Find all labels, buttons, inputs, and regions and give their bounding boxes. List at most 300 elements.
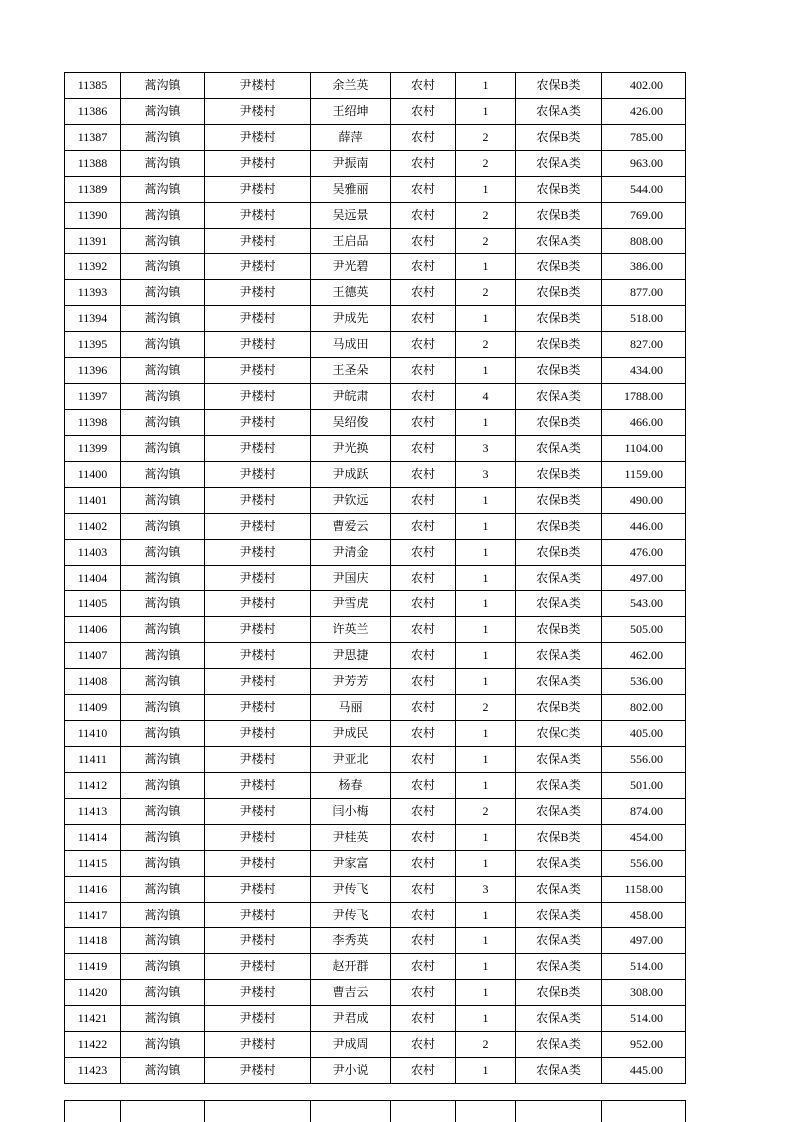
cell-amount: 466.00 (602, 409, 686, 435)
cell-town: 蒿沟镇 (121, 1058, 205, 1084)
cell-serial: 11413 (65, 798, 121, 824)
cell-person-name: 曹吉云 (311, 980, 391, 1006)
cell-person-name: 余兰英 (311, 73, 391, 99)
cell-insurance-type: 农保A类 (516, 1006, 602, 1032)
cell-person-name: 赵开群 (311, 954, 391, 980)
cell-category: 农村 (391, 643, 456, 669)
cell-village: 尹楼村 (205, 591, 311, 617)
cell-amount: 536.00 (602, 669, 686, 695)
cell-serial: 11397 (65, 384, 121, 410)
cell-town: 蒿沟镇 (121, 409, 205, 435)
cell-category: 农村 (391, 1058, 456, 1084)
cell-amount: 490.00 (602, 487, 686, 513)
cell-person-count: 1 (456, 669, 516, 695)
cell-village: 尹楼村 (205, 280, 311, 306)
cell-village: 尹楼村 (205, 487, 311, 513)
cell-village: 尹楼村 (205, 617, 311, 643)
cell-person-name: 尹成民 (311, 721, 391, 747)
cell-person-name: 薛萍 (311, 124, 391, 150)
cell-serial: 11416 (65, 876, 121, 902)
cell-person-count: 2 (456, 202, 516, 228)
table-row (65, 798, 686, 824)
cell-town: 蒿沟镇 (121, 798, 205, 824)
cell-category: 农村 (391, 565, 456, 591)
cell-insurance-type: 农保A类 (516, 150, 602, 176)
cell-amount: 308.00 (602, 980, 686, 1006)
cell-insurance-type: 农保A类 (516, 876, 602, 902)
cell-serial: 11390 (65, 202, 121, 228)
cell-village: 尹楼村 (205, 124, 311, 150)
cell-serial: 11389 (65, 176, 121, 202)
cell-town: 蒿沟镇 (121, 1006, 205, 1032)
cell-person-count: 1 (456, 591, 516, 617)
cell-town: 蒿沟镇 (121, 513, 205, 539)
cell-serial: 11412 (65, 772, 121, 798)
cell-serial: 11410 (65, 721, 121, 747)
cell-person-count: 1 (456, 306, 516, 332)
cell-village: 尹楼村 (205, 150, 311, 176)
cell-serial: 11400 (65, 461, 121, 487)
cell-serial: 11415 (65, 850, 121, 876)
cell-person-count: 2 (456, 695, 516, 721)
cell-serial: 11419 (65, 954, 121, 980)
cell-town: 蒿沟镇 (121, 539, 205, 565)
cell-person-count: 2 (456, 332, 516, 358)
cell-category: 农村 (391, 513, 456, 539)
cell-amount: 963.00 (602, 150, 686, 176)
cell-category (391, 1101, 456, 1122)
cell-amount: 402.00 (602, 73, 686, 99)
cell-category: 农村 (391, 591, 456, 617)
cell-person-name: 尹桂英 (311, 824, 391, 850)
cell-village: 尹楼村 (205, 228, 311, 254)
cell-person-count: 3 (456, 876, 516, 902)
table-row (65, 150, 686, 176)
cell-village: 尹楼村 (205, 721, 311, 747)
table-row (65, 643, 686, 669)
cell-category: 农村 (391, 902, 456, 928)
cell-person-name: 马成田 (311, 332, 391, 358)
cell-category: 农村 (391, 124, 456, 150)
cell-amount: 476.00 (602, 539, 686, 565)
cell-person-name: 王圣朵 (311, 358, 391, 384)
cell-category: 农村 (391, 1006, 456, 1032)
cell-person-count: 1 (456, 850, 516, 876)
cell-serial: 11406 (65, 617, 121, 643)
cell-category: 农村 (391, 332, 456, 358)
cell-village: 尹楼村 (205, 695, 311, 721)
table-row (65, 228, 686, 254)
cell-serial: 11392 (65, 254, 121, 280)
cell-insurance-type: 农保C类 (516, 721, 602, 747)
cell-village: 尹楼村 (205, 798, 311, 824)
cell-person-count (456, 1101, 516, 1122)
cell-amount: 1159.00 (602, 461, 686, 487)
table-row (65, 746, 686, 772)
cell-serial (65, 1101, 121, 1122)
cell-town: 蒿沟镇 (121, 772, 205, 798)
cell-category: 农村 (391, 435, 456, 461)
cell-category: 农村 (391, 409, 456, 435)
cell-serial: 11385 (65, 73, 121, 99)
cell-person-name: 尹思捷 (311, 643, 391, 669)
cell-amount: 497.00 (602, 928, 686, 954)
cell-person-count: 1 (456, 409, 516, 435)
cell-person-count: 1 (456, 254, 516, 280)
cell-amount: 769.00 (602, 202, 686, 228)
cell-amount: 556.00 (602, 850, 686, 876)
cell-serial: 11399 (65, 435, 121, 461)
cell-village: 尹楼村 (205, 876, 311, 902)
cell-category: 农村 (391, 1032, 456, 1058)
cell-insurance-type: 农保B类 (516, 980, 602, 1006)
cell-serial: 11401 (65, 487, 121, 513)
cell-town: 蒿沟镇 (121, 306, 205, 332)
cell-person-count: 1 (456, 358, 516, 384)
cell-person-count: 2 (456, 280, 516, 306)
cell-village: 尹楼村 (205, 1032, 311, 1058)
table-row (65, 928, 686, 954)
table-row (65, 1101, 686, 1122)
cell-serial: 11387 (65, 124, 121, 150)
cell-insurance-type: 农保A类 (516, 1032, 602, 1058)
cell-serial: 11418 (65, 928, 121, 954)
table-row (65, 461, 686, 487)
cell-person-count: 1 (456, 1058, 516, 1084)
cell-insurance-type (516, 1101, 602, 1122)
cell-village: 尹楼村 (205, 176, 311, 202)
cell-person-name: 尹雪虎 (311, 591, 391, 617)
cell-serial: 11398 (65, 409, 121, 435)
cell-category: 农村 (391, 384, 456, 410)
cell-town: 蒿沟镇 (121, 902, 205, 928)
cell-person-name: 杨春 (311, 772, 391, 798)
cell-serial: 11414 (65, 824, 121, 850)
table-row (65, 902, 686, 928)
cell-person-name: 尹君成 (311, 1006, 391, 1032)
cell-village: 尹楼村 (205, 73, 311, 99)
cell-amount: 386.00 (602, 254, 686, 280)
cell-amount: 501.00 (602, 772, 686, 798)
cell-village: 尹楼村 (205, 643, 311, 669)
cell-insurance-type: 农保A类 (516, 591, 602, 617)
cell-amount: 454.00 (602, 824, 686, 850)
cell-town: 蒿沟镇 (121, 565, 205, 591)
table-row (65, 565, 686, 591)
cell-serial: 11402 (65, 513, 121, 539)
table-row (65, 98, 686, 124)
cell-village: 尹楼村 (205, 384, 311, 410)
cell-amount: 462.00 (602, 643, 686, 669)
table-row (65, 772, 686, 798)
cell-category: 农村 (391, 202, 456, 228)
cell-person-name: 尹光碧 (311, 254, 391, 280)
cell-insurance-type: 农保B类 (516, 358, 602, 384)
table-row (65, 280, 686, 306)
cell-town: 蒿沟镇 (121, 487, 205, 513)
table-row (65, 876, 686, 902)
table-row (65, 124, 686, 150)
cell-village: 尹楼村 (205, 746, 311, 772)
cell-serial: 11391 (65, 228, 121, 254)
cell-insurance-type: 农保B类 (516, 487, 602, 513)
cell-person-count: 2 (456, 1032, 516, 1058)
cell-village: 尹楼村 (205, 928, 311, 954)
cell-serial: 11421 (65, 1006, 121, 1032)
cell-insurance-type: 农保A类 (516, 928, 602, 954)
cell-town: 蒿沟镇 (121, 280, 205, 306)
cell-town: 蒿沟镇 (121, 254, 205, 280)
cell-person-name: 曹爱云 (311, 513, 391, 539)
cell-person-count: 1 (456, 176, 516, 202)
cell-amount: 556.00 (602, 746, 686, 772)
cell-serial: 11403 (65, 539, 121, 565)
cell-person-count: 1 (456, 617, 516, 643)
cell-serial: 11422 (65, 1032, 121, 1058)
cell-category: 农村 (391, 539, 456, 565)
cell-insurance-type: 农保B类 (516, 539, 602, 565)
cell-insurance-type: 农保A类 (516, 228, 602, 254)
cell-amount: 434.00 (602, 358, 686, 384)
cell-amount: 1158.00 (602, 876, 686, 902)
table-row (65, 721, 686, 747)
cell-town: 蒿沟镇 (121, 876, 205, 902)
benefit-payment-table (64, 72, 686, 1084)
table-row (65, 1006, 686, 1032)
cell-serial: 11408 (65, 669, 121, 695)
cell-village: 尹楼村 (205, 306, 311, 332)
cell-town: 蒿沟镇 (121, 695, 205, 721)
cell-serial: 11409 (65, 695, 121, 721)
cell-person-count: 1 (456, 513, 516, 539)
cell-person-count: 1 (456, 772, 516, 798)
cell-town: 蒿沟镇 (121, 643, 205, 669)
cell-town: 蒿沟镇 (121, 73, 205, 99)
cell-village: 尹楼村 (205, 565, 311, 591)
table-row (65, 539, 686, 565)
cell-village: 尹楼村 (205, 332, 311, 358)
cell-insurance-type: 农保B类 (516, 73, 602, 99)
cell-person-count: 1 (456, 565, 516, 591)
cell-category: 农村 (391, 280, 456, 306)
cell-town: 蒿沟镇 (121, 928, 205, 954)
cell-town: 蒿沟镇 (121, 124, 205, 150)
cell-serial: 11394 (65, 306, 121, 332)
cell-town: 蒿沟镇 (121, 824, 205, 850)
cell-category: 农村 (391, 669, 456, 695)
cell-person-count: 2 (456, 228, 516, 254)
cell-person-name: 吴远景 (311, 202, 391, 228)
cell-category: 农村 (391, 772, 456, 798)
clipped-next-row-fragment (64, 1100, 686, 1122)
cell-person-name: 尹振南 (311, 150, 391, 176)
cell-category: 农村 (391, 228, 456, 254)
cell-category: 农村 (391, 746, 456, 772)
cell-amount: 785.00 (602, 124, 686, 150)
cell-village: 尹楼村 (205, 461, 311, 487)
cell-person-name: 尹钦远 (311, 487, 391, 513)
cell-person-count: 1 (456, 824, 516, 850)
cell-amount: 1788.00 (602, 384, 686, 410)
cell-town: 蒿沟镇 (121, 384, 205, 410)
cell-insurance-type: 农保B类 (516, 824, 602, 850)
cell-village: 尹楼村 (205, 202, 311, 228)
cell-person-name: 闫小梅 (311, 798, 391, 824)
cell-town: 蒿沟镇 (121, 980, 205, 1006)
cell-insurance-type: 农保B类 (516, 202, 602, 228)
cell-village: 尹楼村 (205, 98, 311, 124)
cell-person-name: 王绍坤 (311, 98, 391, 124)
cell-insurance-type: 农保A类 (516, 954, 602, 980)
cell-category: 农村 (391, 254, 456, 280)
cell-insurance-type: 农保A类 (516, 98, 602, 124)
cell-village: 尹楼村 (205, 513, 311, 539)
cell-amount: 543.00 (602, 591, 686, 617)
cell-person-name: 尹传飞 (311, 902, 391, 928)
cell-person-count: 1 (456, 902, 516, 928)
cell-insurance-type: 农保B类 (516, 254, 602, 280)
cell-village: 尹楼村 (205, 772, 311, 798)
cell-person-count: 1 (456, 1006, 516, 1032)
cell-person-name: 尹芳芳 (311, 669, 391, 695)
table-row (65, 409, 686, 435)
cell-serial: 11417 (65, 902, 121, 928)
cell-amount: 877.00 (602, 280, 686, 306)
cell-village: 尹楼村 (205, 1006, 311, 1032)
cell-person-count: 2 (456, 124, 516, 150)
cell-town: 蒿沟镇 (121, 435, 205, 461)
cell-person-name (311, 1101, 391, 1122)
cell-person-count: 2 (456, 150, 516, 176)
cell-person-name: 尹家富 (311, 850, 391, 876)
cell-amount: 874.00 (602, 798, 686, 824)
cell-category: 农村 (391, 461, 456, 487)
table-row (65, 1032, 686, 1058)
cell-town: 蒿沟镇 (121, 461, 205, 487)
cell-insurance-type: 农保B类 (516, 409, 602, 435)
cell-amount: 544.00 (602, 176, 686, 202)
cell-insurance-type: 农保A类 (516, 798, 602, 824)
cell-village: 尹楼村 (205, 980, 311, 1006)
cell-person-count: 1 (456, 643, 516, 669)
cell-amount: 802.00 (602, 695, 686, 721)
cell-town: 蒿沟镇 (121, 1032, 205, 1058)
table-row (65, 384, 686, 410)
cell-person-count: 1 (456, 980, 516, 1006)
cell-amount: 445.00 (602, 1058, 686, 1084)
cell-person-count: 3 (456, 435, 516, 461)
cell-category: 农村 (391, 928, 456, 954)
cell-person-count: 2 (456, 798, 516, 824)
cell-village: 尹楼村 (205, 358, 311, 384)
table-row (65, 669, 686, 695)
cell-category: 农村 (391, 980, 456, 1006)
table-row (65, 1058, 686, 1084)
table-row (65, 254, 686, 280)
cell-insurance-type: 农保A类 (516, 669, 602, 695)
cell-serial: 11395 (65, 332, 121, 358)
cell-village: 尹楼村 (205, 954, 311, 980)
cell-person-count: 1 (456, 928, 516, 954)
cell-village (205, 1101, 311, 1122)
cell-town: 蒿沟镇 (121, 617, 205, 643)
table-body (65, 73, 686, 1084)
table-row (65, 824, 686, 850)
cell-person-name: 马丽 (311, 695, 391, 721)
cell-person-name: 许英兰 (311, 617, 391, 643)
cell-town: 蒿沟镇 (121, 954, 205, 980)
cell-amount: 952.00 (602, 1032, 686, 1058)
cell-town: 蒿沟镇 (121, 358, 205, 384)
cell-amount: 1104.00 (602, 435, 686, 461)
cell-town: 蒿沟镇 (121, 228, 205, 254)
cell-category: 农村 (391, 487, 456, 513)
cell-amount: 458.00 (602, 902, 686, 928)
cell-person-count: 3 (456, 461, 516, 487)
table-row (65, 435, 686, 461)
cell-serial: 11386 (65, 98, 121, 124)
cell-village: 尹楼村 (205, 902, 311, 928)
table-row (65, 513, 686, 539)
cell-insurance-type: 农保A类 (516, 772, 602, 798)
cell-amount: 808.00 (602, 228, 686, 254)
cell-insurance-type: 农保B类 (516, 332, 602, 358)
table-row (65, 954, 686, 980)
cell-category: 农村 (391, 695, 456, 721)
cell-insurance-type: 农保B类 (516, 124, 602, 150)
cell-person-count: 1 (456, 487, 516, 513)
cell-amount: 426.00 (602, 98, 686, 124)
cell-person-count: 1 (456, 539, 516, 565)
cell-insurance-type: 农保A类 (516, 850, 602, 876)
table-row (65, 73, 686, 99)
cell-person-name: 尹成跃 (311, 461, 391, 487)
table-row (65, 850, 686, 876)
cell-category: 农村 (391, 824, 456, 850)
cell-category: 农村 (391, 150, 456, 176)
table-row (65, 617, 686, 643)
cell-category: 农村 (391, 358, 456, 384)
cell-person-count: 1 (456, 954, 516, 980)
cell-town: 蒿沟镇 (121, 850, 205, 876)
cell-person-name: 尹小说 (311, 1058, 391, 1084)
cell-person-name: 尹成先 (311, 306, 391, 332)
cell-category: 农村 (391, 721, 456, 747)
cell-town: 蒿沟镇 (121, 669, 205, 695)
table-row (65, 980, 686, 1006)
cell-category: 农村 (391, 954, 456, 980)
cell-insurance-type: 农保B类 (516, 617, 602, 643)
cell-village: 尹楼村 (205, 669, 311, 695)
cell-insurance-type: 农保B类 (516, 461, 602, 487)
cell-person-name: 尹皖肃 (311, 384, 391, 410)
cell-person-count: 1 (456, 721, 516, 747)
cell-serial: 11407 (65, 643, 121, 669)
cell-serial: 11396 (65, 358, 121, 384)
table-row (65, 358, 686, 384)
cell-town: 蒿沟镇 (121, 202, 205, 228)
cell-amount: 405.00 (602, 721, 686, 747)
table-row (65, 306, 686, 332)
cell-person-name: 李秀英 (311, 928, 391, 954)
cell-person-name: 吴绍俊 (311, 409, 391, 435)
cell-category: 农村 (391, 176, 456, 202)
cell-person-count: 1 (456, 98, 516, 124)
table-row (65, 695, 686, 721)
cell-insurance-type: 农保A类 (516, 1058, 602, 1084)
cell-village: 尹楼村 (205, 850, 311, 876)
table-row (65, 176, 686, 202)
